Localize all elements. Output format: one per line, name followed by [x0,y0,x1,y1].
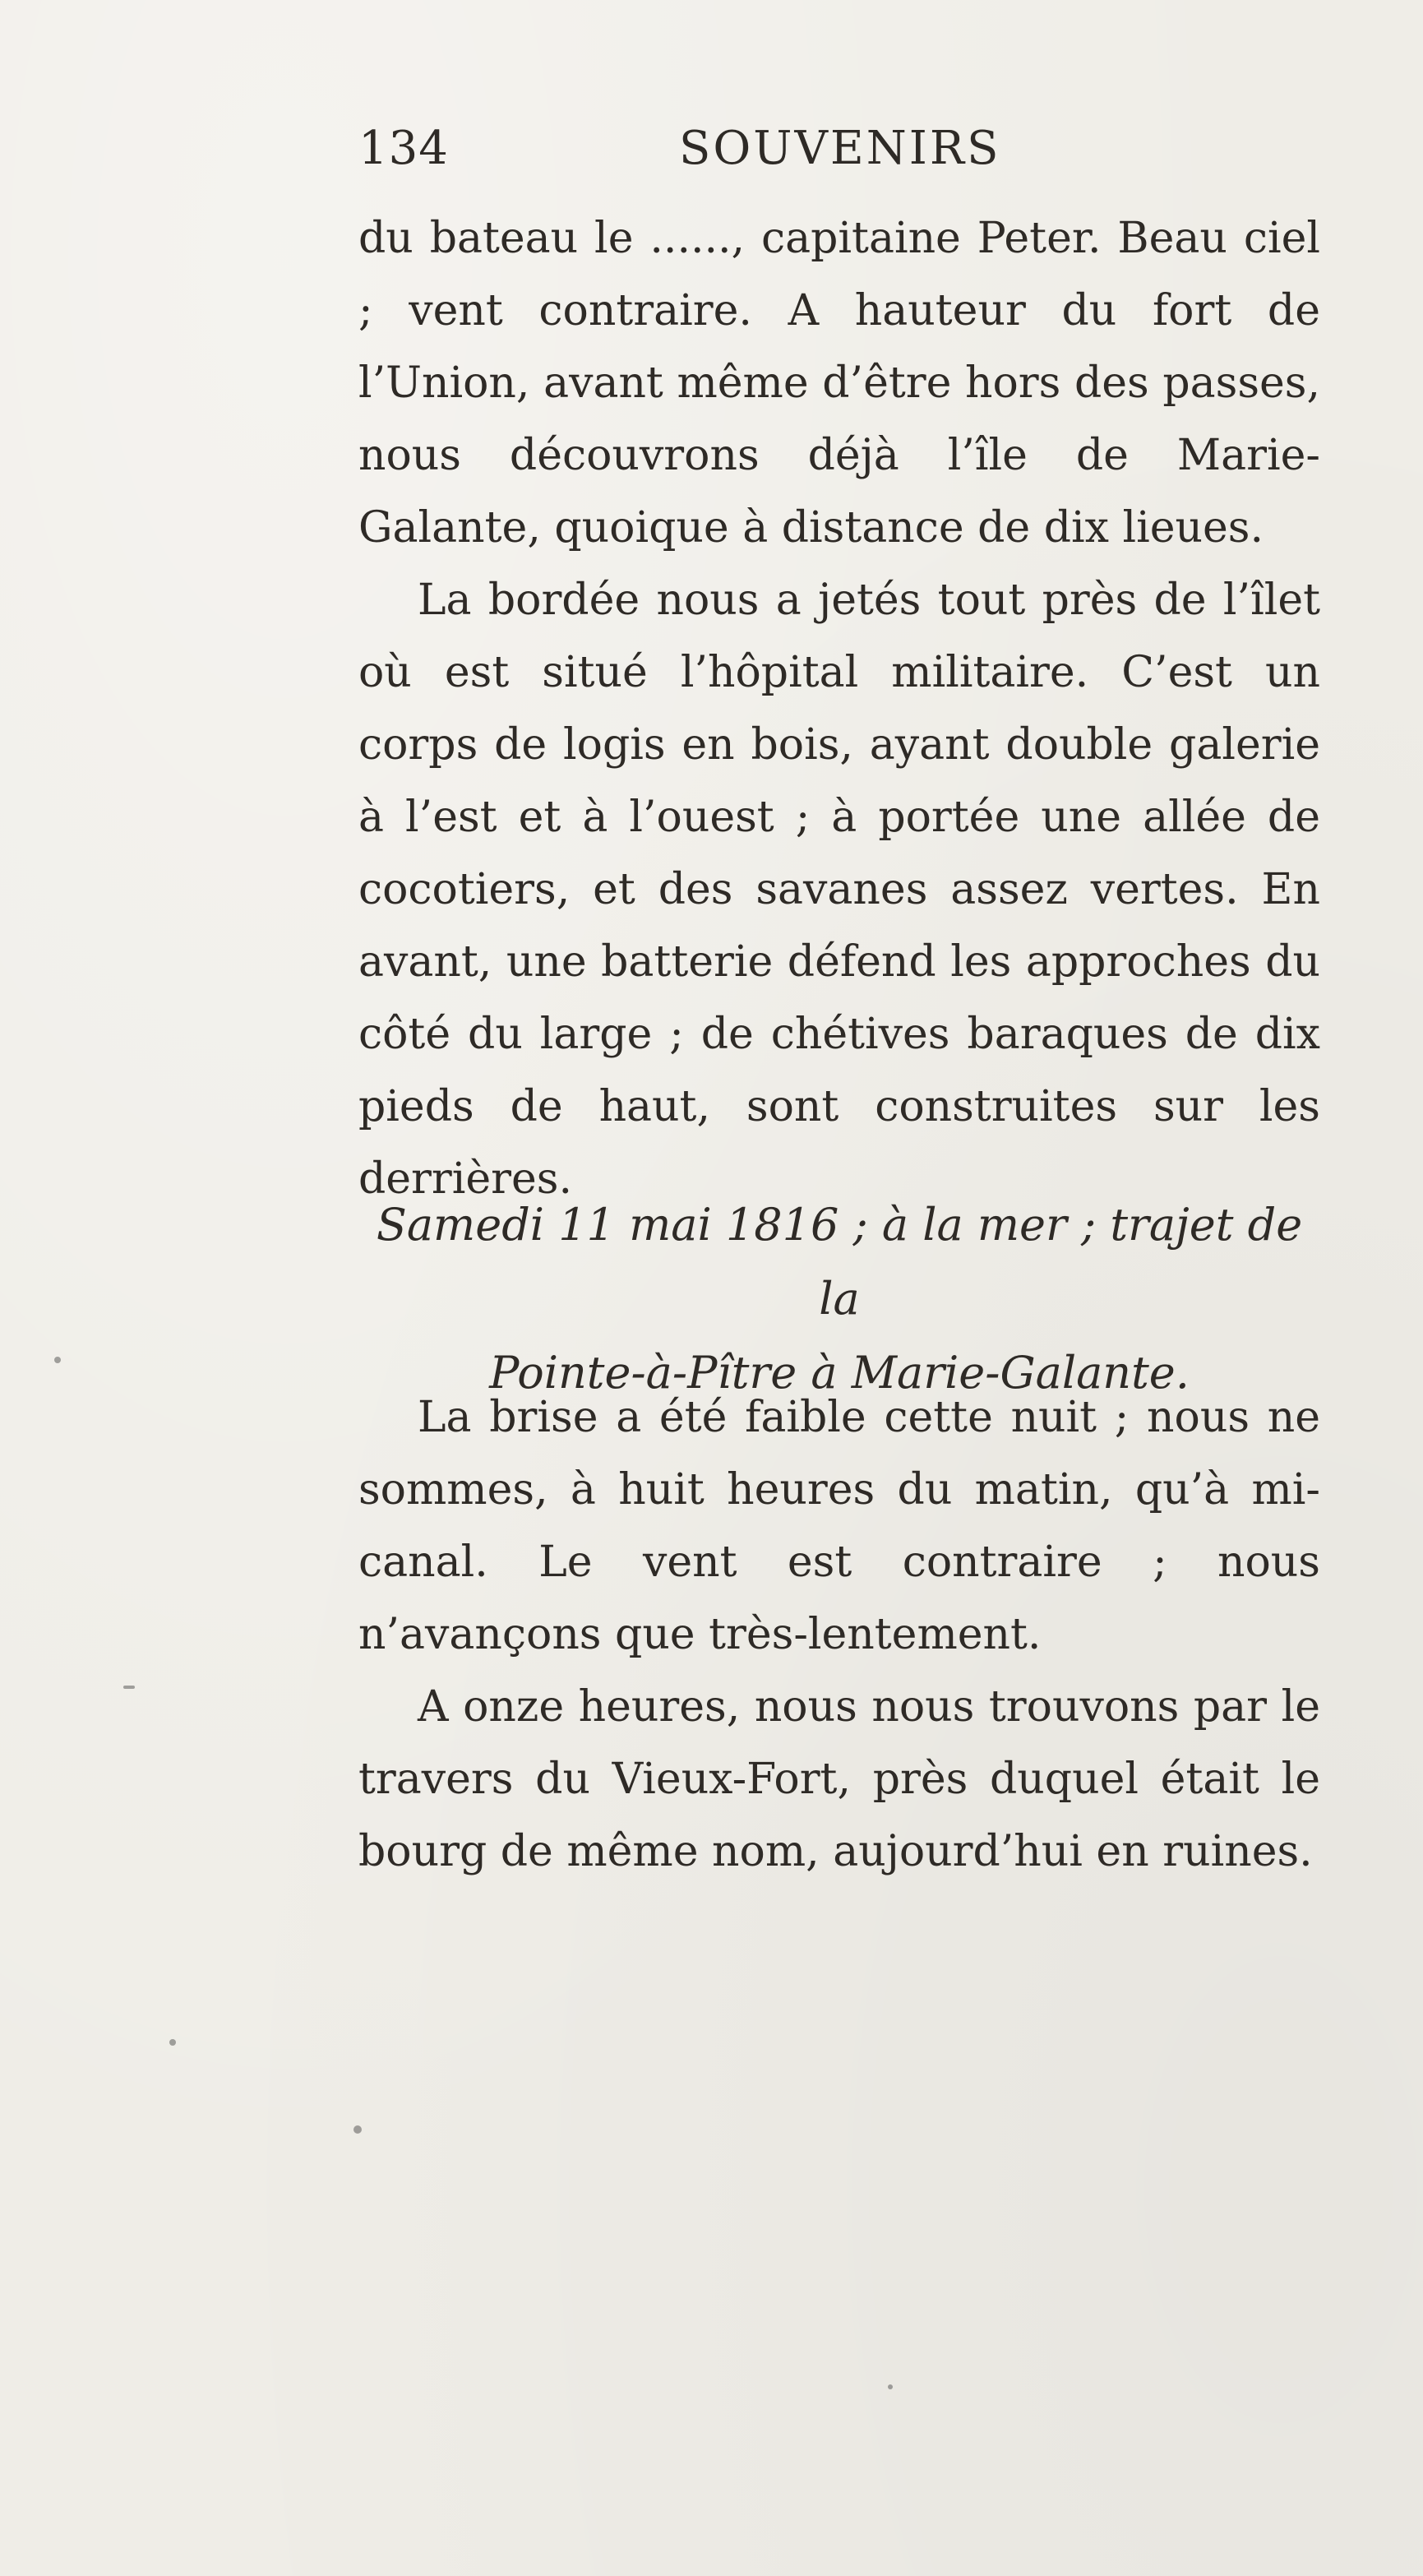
paragraph: du bateau le ......, capitaine Peter. Beau ciel ; vent contraire. A hauteur du fort de l’Union, avant même d’être hors des passes, nous découvrons déjà l’île de Marie-Galante, quoique à distance de dix lieues. [358,214,1320,553]
body-text-top [358,202,1320,1215]
paper-speck [353,2125,362,2134]
paper-speck [888,2384,893,2389]
paragraph: La brise a été faible cette nuit ; nous ne sommes, à huit heures du matin, qu’à mi-canal. Le vent est contraire ; nous n’avançons que très-lentement. [358,1393,1320,1659]
page-header [358,122,1320,187]
section-heading-line-2: Pointe-à-Pître à Marie-Galante. [489,1347,1190,1399]
paper-speck [123,1686,135,1689]
paragraph: La bordée nous a jetés tout près de l’îlet où est situé l’hôpital militaire. C’est un corps de logis en bois, ayant double galerie à l’est et à l’ouest ; à portée une allée de cocotiers, et des savanes assez vertes. En avant, une batterie défend les approches du côté du large ; de chétives baraques de dix pieds de haut, sont construites sur les derrières. [358,576,1320,1204]
body-text-bottom [358,1381,1320,1888]
paper-speck [54,1357,61,1363]
paragraph: A onze heures, nous nous trouvons par le travers du Vieux-Fort, près duquel était le bourg de même nom, aujourd’hui en ruines. [358,1682,1320,1876]
section-heading-line-1: Samedi 11 mai 1816 ; à la mer ; trajet de la [376,1199,1303,1325]
section-heading [358,1188,1320,1410]
paper-speck [169,2039,176,2046]
page-number: 134 [358,122,449,175]
running-title: SOUVENIRS [679,122,1001,175]
